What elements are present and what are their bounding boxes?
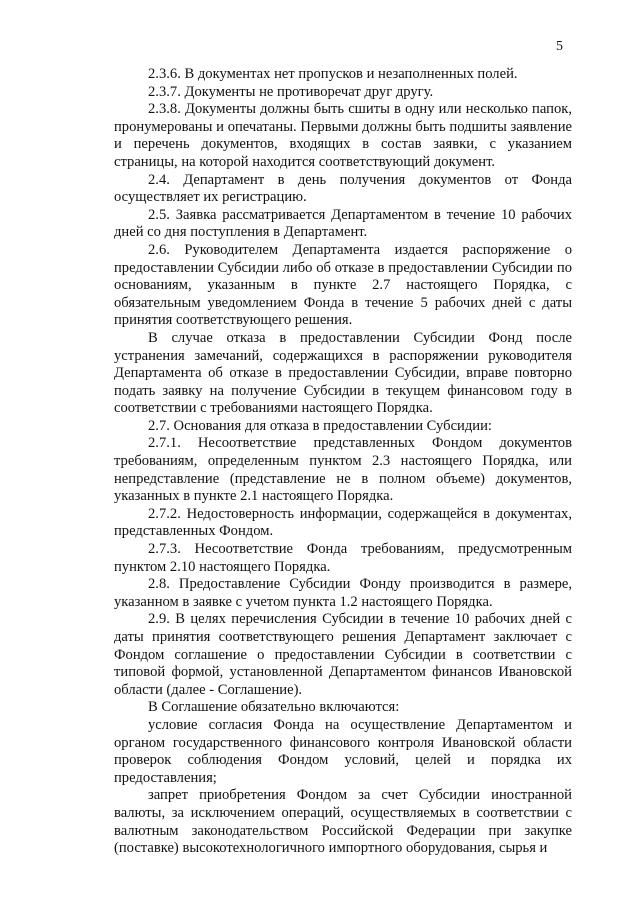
paragraph-currency-ban: запрет приобретения Фондом за счет Субсидии иностранной валюты, за исключением операций, осуществляемых в соответствии с валютным законодательством Российской Федерации при закупке (поставке) высокотехнологичного импортного оборудования, сырья и xyxy=(114,787,572,857)
paragraph-2-3-6: 2.3.6. В документах нет пропусков и незаполненных полей. xyxy=(148,66,518,82)
paragraph-2-7-1: 2.7.1. Несоответствие представленных Фондом документов требованиям, определенным пунктом 2.3 настоящего Порядка, или непредставление (представление не в полном объеме) документов, указанных в пункте 2.1 настоящего Порядка. xyxy=(114,435,572,505)
paragraph-2-8: 2.8. Предоставление Субсидии Фонду производится в размере, указанном в заявке с учетом пункта 1.2 настоящего Порядка. xyxy=(114,576,572,610)
paragraph-2-6: 2.6. Руководителем Департамента издается распоряжение о предоставлении Субсидии либо об отказе в предоставлении Субсидии по основаниям, указанным в пункте 2.7 настоящего Порядка, с обязательным уведомлением Фонда в течение 5 рабочих дней с даты принятия соответствующего решения. xyxy=(114,241,572,329)
paragraph-2-5: 2.5. Заявка рассматривается Департаментом в течение 10 рабочих дней со дня поступления в Департамент. xyxy=(114,206,572,241)
paragraph-2-7-2: 2.7.2. Недостоверность информации, содержащейся в документах, представленных Фондом. xyxy=(114,505,572,540)
paragraph-refusal-case: В случае отказа в предоставлении Субсидии Фонд после устранения замечаний, содержащихся в распоряжении руководителя Департамента об отказе в предоставлении Субсидии, вправе повторно подать заявку на получение Субсидии в текущем финансовом году в соответствии с требованиями настоящего Порядка. xyxy=(114,329,572,417)
paragraph-2-4: 2.4. Департамент в день получения документов от Фонда осуществляет их регистрацию. xyxy=(114,171,572,206)
paragraph-2-9: 2.9. В целях перечисления Субсидии в течение 10 рабочих дней с даты принятия соответствующего решения Департамент заключает с Фондом соглашение о предоставлении Субсидии в соответствии с типовой формой, установленной Департаментом финансов Ивановской области (далее - Соглашение). xyxy=(114,611,572,698)
page-number: 5 xyxy=(556,39,563,54)
document-body xyxy=(114,66,572,858)
paragraph-consent-condition: условие согласия Фонда на осуществление Департаментом и органом государственного финансового контроля Ивановской области проверок соблюдения Фондом условий, целей и порядка их предоставления; xyxy=(114,716,572,786)
paragraph-2-3-8: 2.3.8. Документы должны быть сшиты в одну или несколько папок, пронумерованы и опечатаны. Первыми должны быть подшиты заявление и перечень документов, входящих в состав заявки, с указанием страницы, на которой находится соответствующий документ. xyxy=(114,101,572,170)
paragraph-2-7: 2.7. Основания для отказа в предоставлении Субсидии: xyxy=(148,417,492,434)
paragraph-2-3-7: 2.3.7. Документы не противоречат друг другу. xyxy=(148,83,434,100)
paragraph-2-7-3: 2.7.3. Несоответствие Фонда требованиям, предусмотренным пунктом 2.10 настоящего Порядка. xyxy=(114,541,572,575)
paragraph-agreement-includes: В Соглашение обязательно включаются: xyxy=(148,699,400,716)
